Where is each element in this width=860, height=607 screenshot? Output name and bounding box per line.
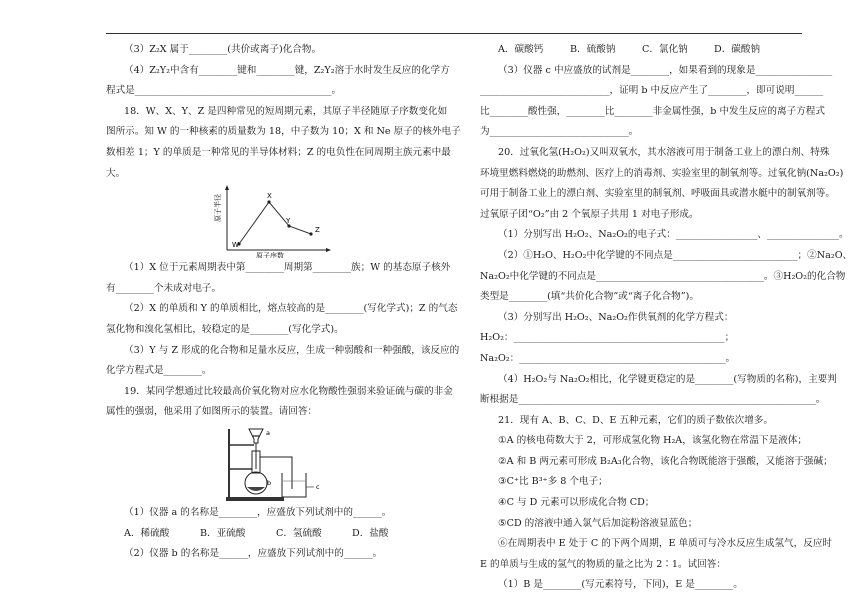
q20-part2-line1: （2）①H₂O、H₂O₂中化学键的不同点是__________________________；②Na₂O、	[498, 249, 853, 261]
q20-stem-line3: 可用于制备工业上的漂白剂、实验室里的制氧剂、呼吸面具或潜水艇中的制氧剂等。	[480, 188, 835, 200]
option-d: D．碳酸钠	[714, 44, 761, 55]
q20-part1: （1）分别写出 H₂O₂、Na₂O₂的电子式：_________________、_______________。	[498, 229, 849, 241]
q19-part1: （1）仪器 a 的名称是________，应盛放下列试剂中的______。	[124, 506, 392, 518]
q20-part2-line2: Na₂O₂中化学键的不同点是___________________________________。③H₂O₂的化合物	[480, 270, 846, 282]
q21-clue6-line1: ⑥在周期表中 E 处于 C 的下两个周期，E 单质可与冷水反应生成氢气，反应时	[498, 538, 833, 550]
header-rule	[106, 33, 802, 34]
q18-stem-line4: 大。	[106, 167, 126, 179]
flask-solid	[247, 487, 265, 491]
left-column	[106, 40, 461, 565]
q18-part1-line2: 有________个未成对电子。	[106, 282, 222, 294]
q18-part3-line1: （3）Y 与 Z 形成的化合物和足量水反应，生成一种弱酸和一种强酸，该反应的	[124, 344, 460, 356]
q18-stem-line3: 数相差 1；Y 的单质是一种常见的半导体材料；Z 的电负性在同周期主族元素中最	[106, 146, 451, 158]
label-x: X	[267, 192, 272, 201]
stand-base	[226, 497, 284, 501]
apparatus-diagram	[106, 423, 434, 503]
option-c: C．氯化钠	[642, 44, 688, 55]
q19-part3-line2: ___________________________，证明 b 中反应产生了________，即可说明______	[480, 85, 824, 97]
option-b: B．硫酸钠	[570, 44, 616, 55]
q19-part2-options	[480, 40, 802, 61]
q17-part4-line2: 程式是_________________________________________。	[106, 85, 342, 97]
q21-clue2: ②A 和 B 两元素可形成 B₂A₃化合物，该化合物既能溶于强酸，又能溶于强碱；	[498, 455, 833, 467]
y-axis-label: 原子半径	[214, 194, 222, 223]
beaker-c	[282, 473, 306, 497]
q21-stem: 21．现有 A、B、C、D、E 五种元素，它们的质子数依次增多。	[498, 414, 773, 426]
q19-part1-options	[106, 524, 434, 545]
q18-stem-line1: 18．W、X、Y、Z 是四种常见的短周期元素，其原子半径随原子序数变化如	[124, 105, 448, 117]
q21-clue4: ④C 与 D 元素可以形成化合物 CD；	[498, 497, 655, 509]
option-a: A．碳酸钙	[498, 44, 544, 55]
q20-stem-line4: 过氧原子团“O₂”由 2 个氧原子共用 1 对电子形成。	[480, 208, 699, 220]
radius-curve	[239, 202, 311, 244]
q18-stem-line2: 图所示。知 W 的一种核素的质量数为 18，中子数为 10；X 和 Ne 原子的核外电子	[106, 126, 461, 138]
q21-part1: （1）B 是________(写元素符号，下同)，E 是________。	[498, 579, 743, 591]
atomic-radius-plot	[106, 184, 434, 258]
option-b: B．亚硫酸	[200, 527, 246, 539]
label-a: a	[266, 428, 270, 437]
q19-stem-line1: 19．某同学想通过比较最高价氧化物对应水化物酸性强弱来验证硫与碳的非金	[124, 385, 453, 397]
label-z: Z	[315, 226, 320, 235]
q19-stem-line2: 属性的强弱，他采用了如图所示的装置。请回答：	[106, 406, 318, 418]
q21-clue1: ①A 的核电荷数大于 2，可形成氢化物 H₂A，该氢化物在常温下是液体；	[498, 435, 807, 447]
q18-part3-line2: 化学方程式是________。	[106, 365, 212, 377]
q21-clue6-line2: E 的单质与生成的氢气的物质的量之比为 2∶1。试回答：	[480, 558, 726, 570]
x-axis-label: 原子序数	[256, 252, 284, 259]
option-a: A．稀硫酸	[124, 527, 170, 539]
atomic-radius-figure	[106, 184, 434, 258]
q20-part3-na2o2: Na₂O₂：___________________________________________。	[480, 352, 736, 364]
point-x	[267, 201, 270, 204]
delivery-tube	[260, 457, 292, 489]
q20-part3-h2o2: H₂O₂：____________________________________________；	[480, 332, 735, 344]
point-z	[309, 233, 312, 236]
y-axis-arrow	[225, 185, 229, 190]
label-w: W	[232, 241, 239, 250]
q17-part3: （3）Z₂X 属于________(共价或离子)化合物。	[124, 44, 322, 55]
option-c: C．氢硫酸	[276, 527, 322, 539]
q20-part4-line2: 断根据是______________________________________________________________。	[480, 394, 826, 406]
q20-stem-line2: 环境里燃料燃烧的助燃剂、医疗上的消毒剂、实验室里的制氧剂等。过氧化钠(Na₂O₂)	[480, 167, 844, 179]
x-axis-arrow	[326, 248, 331, 252]
q19-part3-line4: 为_____________________________。	[480, 126, 639, 138]
q21-clue5: ⑤CD 的溶液中通入氯气后加淀粉溶液显蓝色；	[498, 517, 698, 529]
q18-part1-line1: （1）X 位于元素周期表中第________周期第________族；W 的基态原子核外	[124, 262, 451, 274]
label-b: b	[267, 478, 272, 487]
label-y: Y	[286, 217, 291, 226]
q18-part2-line2: 氢化物和溴化氢相比，较稳定的是________(写化学式)。	[106, 323, 344, 335]
right-column	[480, 40, 853, 596]
q19-part2: （2）仪器 b 的名称是______，应盛放下列试剂中的______。	[124, 548, 383, 560]
q19-part3-line3: 比________酸性强，________比________非金属性强，b 中发生反应的离子方程式	[480, 105, 825, 117]
q20-part2-line3: 类型是________(填“共价化合物”或“离子化合物”)。	[480, 291, 699, 303]
q20-part4-line1: （4）H₂O₂与 Na₂O₂相比，化学键更稳定的是________(写物质的名称)，主要判	[498, 373, 837, 385]
apparatus-figure	[106, 423, 434, 503]
label-c: c	[316, 482, 320, 491]
q19-part3-line1: （3）仪器 c 中应盛放的试剂是________，如果看到的现象是________________	[498, 64, 833, 76]
q20-part3: （3）分别写出 H₂O₂、Na₂O₂作供氧剂的化学方程式：	[498, 311, 734, 323]
q17-part4-line1: （4）Z₂Y₂中含有________键和________键，Z₂Y₂溶于水时发生反应的化学方	[124, 64, 450, 76]
q18-part2-line1: （2）X 的单质和 Y 的单质相比，熔点较高的是________(写化学式)；Z 的气态	[124, 303, 458, 315]
option-d: D．盐酸	[352, 527, 389, 539]
q21-clue3: ③C⁺比 B³⁺多 8 个电子；	[498, 476, 608, 488]
q20-stem-line1: 20．过氧化氢(H₂O₂)又叫双氧水，其水溶液可用于制备工业上的漂白剂、特殊	[498, 146, 830, 158]
